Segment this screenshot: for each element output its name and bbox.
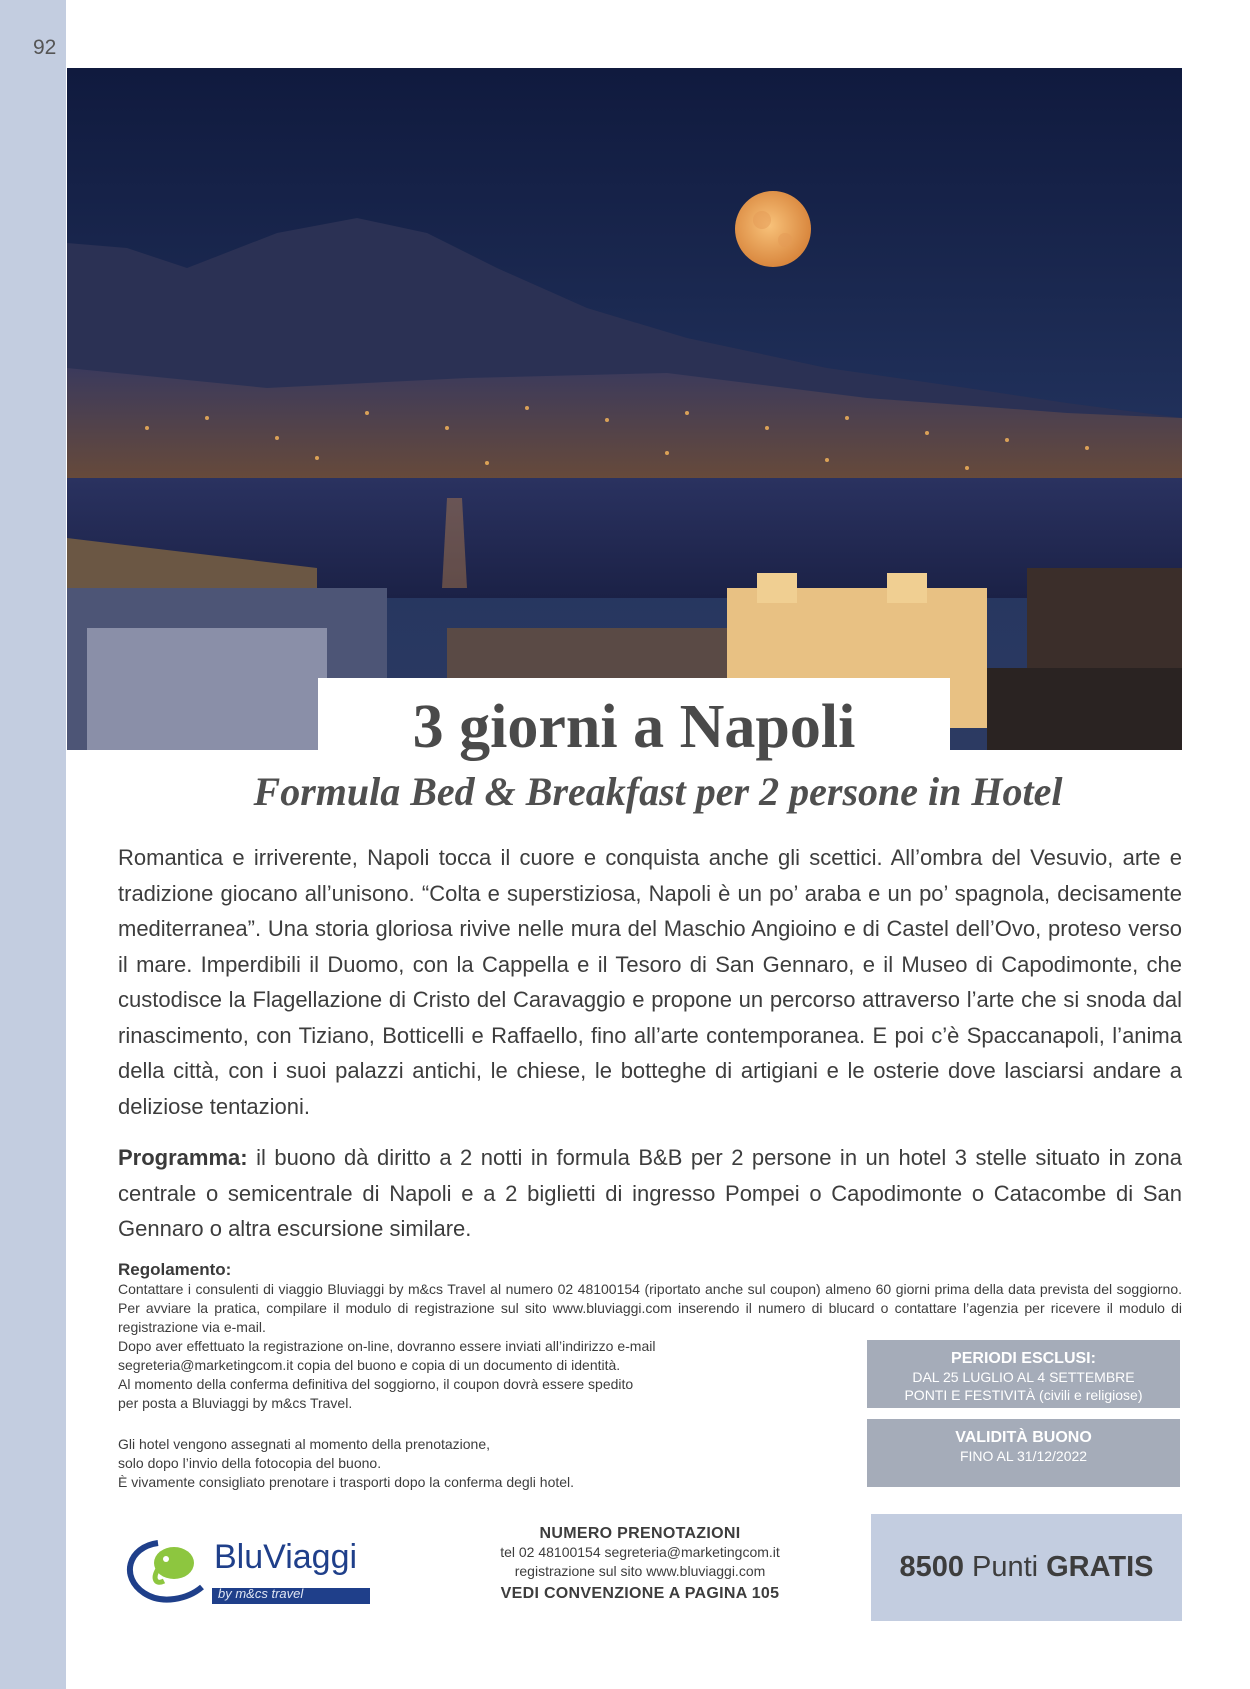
rules-line: segreteria@marketingcom.it copia del buono e copia di un documento di identità. [118, 1357, 621, 1373]
validity-box [867, 1419, 1180, 1487]
booking-info [460, 1525, 820, 1603]
side-strip [0, 0, 66, 1689]
booking-title: NUMERO PRENOTAZIONI [539, 1525, 741, 1542]
page-number: 92 [33, 36, 57, 59]
excluded-periods-title: PERIODI ESCLUSI: [951, 1350, 1096, 1367]
program-text: il buono dà diritto a 2 notti in formula B&B per 2 persone in un hotel 3 stelle situato in zona centrale o semicentrale di Napoli e a 2 biglietti di ingresso Pompei o Capodimonte o Catacombe di San Gennaro o altra escursione similare. [118, 1145, 1182, 1241]
rules-steps [118, 1337, 758, 1413]
rules-hotel-line: solo dopo l’invio della fotocopia del buono. [118, 1455, 382, 1471]
booking-website: registrazione sul sito www.bluviaggi.com [514, 1563, 766, 1579]
logo-sub-text: by m&cs travel [218, 1586, 304, 1601]
page-subtitle: Formula Bed & Breakfast per 2 persone in Hotel [253, 769, 1063, 814]
rules-hotel-line: Gli hotel vengono assegnati al momento della prenotazione, [118, 1436, 491, 1452]
page-title: 3 giorni a Napoli [412, 693, 856, 761]
points-unit: Punti [972, 1551, 1039, 1583]
rules-line: Al momento della conferma definitiva del soggiorno, il coupon dovrà essere spedito [118, 1376, 634, 1392]
booking-contact: tel 02 48100154 segreteria@marketingcom.it [500, 1544, 780, 1560]
validity-title: VALIDITÀ BUONO [955, 1429, 1092, 1446]
points-label: GRATIS [1046, 1551, 1154, 1583]
rules-intro: Contattare i consulenti di viaggio Bluviaggi by m&cs Travel al numero 02 48100154 (riportato anche sul coupon) almeno 60 giorni prima della data prevista del soggiorno. Per avviare la pratica, compilare il modulo di registrazione sul sito www.bluviaggi.com inserendo il numero di blucard o contattare l’agenzia per ricevere il modulo di registrazione via e-mail. [118, 1281, 1182, 1335]
rules-hotel-notes [118, 1435, 758, 1492]
naples-night-illustration [67, 68, 1182, 750]
rules-hotel-line: È vivamente consigliato prenotare i trasporti dopo la conferma degli hotel. [118, 1474, 575, 1490]
rules-title: Regolamento: [118, 1260, 232, 1279]
program-label: Programma: [118, 1145, 248, 1170]
hero-photo-naples-night [67, 68, 1182, 750]
excluded-periods-box [867, 1340, 1180, 1408]
rules-line: Dopo aver effettuato la registrazione on-line, dovranno essere inviati all’indirizzo e-mail [118, 1338, 656, 1354]
excluded-periods-dates: DAL 25 LUGLIO AL 4 SETTEMBRE [912, 1369, 1135, 1385]
program-paragraph [118, 1140, 1182, 1247]
booking-agreement-ref: VEDI CONVENZIONE A PAGINA 105 [500, 1585, 780, 1602]
logo-brand-name: BluViaggi [214, 1538, 358, 1576]
validity-date: FINO AL 31/12/2022 [959, 1448, 1088, 1464]
rules-line: per posta a Bluviaggi by m&cs Travel. [118, 1395, 353, 1411]
points-box [871, 1514, 1182, 1621]
excluded-periods-holidays: PONTI E FESTIVITÀ (civili e religiose) [904, 1387, 1143, 1403]
description-paragraph: Romantica e irriverente, Napoli tocca il cuore e conquista anche gli scettici. All’ombra del Vesuvio, arte e tradizione giocano all’unisono. “Colta e superstiziosa, Napoli è un po’ araba e un po’ spagnola, decisamente mediterranea”. Una storia gloriosa rivive nelle mura del Maschio Angioino e di Castel dell’Ovo, proteso verso il mare. Imperdibili il Duomo, con la Cappella e il Tesoro di San Gennaro, e il Museo di Capodimonte, che custodisce la Flagellazione di Cristo del Caravaggio e propone un percorso attraverso l’arte che si snoda dal rinascimento, con Tiziano, Botticelli e Raffaello, fino all’arte contemporanea. E poi c’è Spaccanapoli, l’anima della città, con i suoi palazzi antichi, le chiese, le botteghe di artigiani e le osterie dove lasciarsi andare a deliziose tentazioni. [118, 845, 1182, 1119]
points-value: 8500 [899, 1551, 964, 1583]
